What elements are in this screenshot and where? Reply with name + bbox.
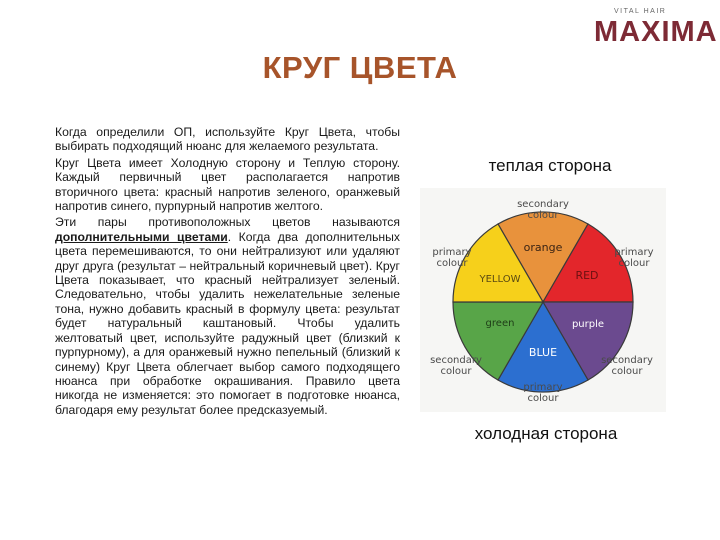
outer-label-bottom-line2: colour (527, 393, 559, 404)
page-title: КРУГ ЦВЕТА (262, 50, 458, 85)
outer-label-bottom-left-line1: secondary (430, 355, 482, 366)
outer-label-top-left-line2: colour (436, 258, 468, 269)
outer-label-bottom-line1: primary (523, 382, 563, 393)
outer-label-top-left-line1: primary (432, 247, 472, 258)
outer-label-bottom-right-line1: secondary (601, 355, 653, 366)
paragraph-complementary (55, 215, 400, 417)
logo-subtitle: VITAL HAIR (614, 8, 667, 15)
segment-label-blue: BLUE (528, 346, 558, 359)
complementary-term: дополнительными цветами (55, 229, 228, 244)
paragraph-wheel-sides: Круг Цвета имеет Холодную сторону и Теплую сторону. Каждый первичный цвет располагается напротив вторичного цвета: красный напротив зеленого, оранжевый напротив синего, пурпурный напротив желтого. (55, 155, 400, 214)
segment-label-yellow: YELLOW (479, 274, 521, 285)
outer-label-bottom-right-line2: colour (611, 366, 643, 377)
paragraph-complementary-start: Эти пары противоположных цветов называются (55, 215, 400, 230)
color-wheel-figure (420, 188, 666, 412)
outer-label-top-right-line1: primary (614, 247, 654, 258)
segment-label-red: RED (575, 269, 599, 282)
body-text (55, 125, 400, 419)
outer-label-top-line2: colour (527, 210, 559, 221)
segment-label-green: green (485, 318, 515, 329)
paragraph-intro: Когда определили ОП, используйте Круг Цвета, чтобы выбирать подходящий нюанс для желаемого результата. (55, 125, 400, 154)
paragraph-complementary-rest: . Когда два дополнительных цвета перемешиваются, то они нейтрализуют или удаляют друг друга (результат – нейтральный коричневый цвет). Круг Цвета показывает, что красный нейтрализует зеленый. Следовательно, чтобы удалить нежелательные зеленые тона, нужно добавить красный в формулу цвета: результат будет натуральный каштановый. Чтобы удалить желтоватый цвет, используйте радужный цвет (близкий к пурпурному), а для оранжевый нужно пепельный (близкий к синему) Круг Цвета облегчает выбор самого подходящего нюанса при обработке окрашивания. Правило цвета никогда не изменяется: это помогает в подготовке нюанса, благодаря ему результат более предсказуемый. (55, 229, 400, 417)
segment-label-orange: orange (523, 241, 563, 254)
outer-label-top-line1: secondary (517, 199, 569, 210)
cold-side-label: холодная сторона (474, 424, 618, 443)
warm-side-label: теплая сторона (488, 156, 612, 175)
color-wheel (420, 188, 666, 412)
outer-label-bottom-left-line2: colour (440, 366, 472, 377)
logo-wordmark: MAXIMA (594, 16, 718, 48)
brand-logo (592, 8, 718, 50)
outer-label-top-right-line2: colour (618, 258, 650, 269)
segment-label-purple: purple (571, 319, 605, 330)
